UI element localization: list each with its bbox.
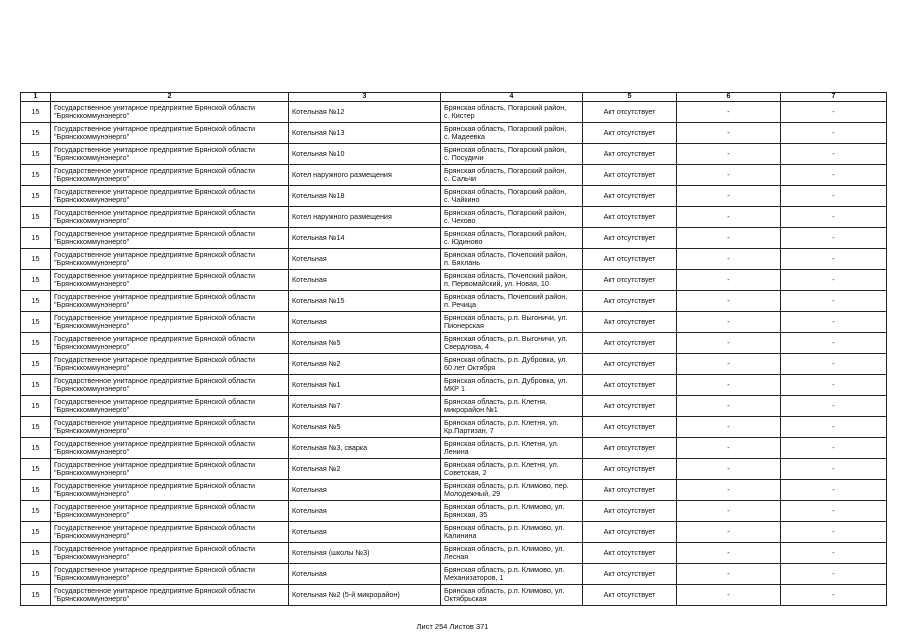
column-number: 6	[677, 93, 781, 102]
address-line: Брянская область, Погарский район,	[444, 229, 567, 238]
row-number-cell: 15	[21, 480, 51, 501]
address-line: с. Мадеевка	[444, 132, 485, 141]
address-cell	[441, 312, 583, 333]
address-line: Брянская область, р.п. Климово, ул.	[444, 544, 565, 553]
address-cell	[441, 186, 583, 207]
table-row	[21, 123, 887, 144]
column-6-cell: -	[677, 123, 781, 144]
column-6-cell: -	[677, 333, 781, 354]
column-6-cell: -	[677, 228, 781, 249]
column-7-cell: -	[781, 207, 887, 228]
address-cell	[441, 396, 583, 417]
address-line: с. Кистер	[444, 111, 475, 120]
address-line: Брянская область, р.п. Клетня, ул.	[444, 460, 559, 469]
address-cell	[441, 165, 583, 186]
organization-line: Государственное унитарное предприятие Брянской области	[54, 418, 256, 427]
organization-line: Государственное унитарное предприятие Брянской области	[54, 313, 256, 322]
column-7-cell: -	[781, 501, 887, 522]
column-6-cell: -	[677, 207, 781, 228]
column-7-cell: -	[781, 228, 887, 249]
table-row	[21, 438, 887, 459]
address-cell	[441, 375, 583, 396]
organization-cell	[51, 333, 289, 354]
row-number-cell: 15	[21, 417, 51, 438]
address-line: Советская, 2	[444, 468, 487, 477]
column-7-cell: -	[781, 417, 887, 438]
organization-line: "Брянсккоммунэнерго"	[54, 111, 130, 120]
organization-cell	[51, 123, 289, 144]
row-number-cell: 15	[21, 522, 51, 543]
column-7-cell: -	[781, 123, 887, 144]
row-number-cell: 15	[21, 354, 51, 375]
organization-cell	[51, 417, 289, 438]
address-line: Брянская область, Погарский район,	[444, 145, 567, 154]
column-6-cell: -	[677, 186, 781, 207]
object-cell: Котельная	[289, 312, 441, 333]
object-cell: Котельная	[289, 270, 441, 291]
status-cell: Акт отсутствует	[583, 270, 677, 291]
organization-line: Государственное унитарное предприятие Брянской области	[54, 166, 256, 175]
address-cell	[441, 291, 583, 312]
address-line: Брянская область, Почепский район,	[444, 292, 568, 301]
table-row	[21, 270, 887, 291]
address-line: Брянская область, р.п. Клетня, ул.	[444, 418, 559, 427]
organization-line: Государственное унитарное предприятие Брянской области	[54, 334, 256, 343]
address-line: п. Первомайский, ул. Новая, 10	[444, 279, 549, 288]
address-line: Молодежный, 29	[444, 489, 501, 498]
status-cell: Акт отсутствует	[583, 102, 677, 123]
column-6-cell: -	[677, 438, 781, 459]
organization-line: Государственное унитарное предприятие Брянской области	[54, 481, 256, 490]
table-row	[21, 480, 887, 501]
organization-line: "Брянсккоммунэнерго"	[54, 594, 130, 603]
organization-cell	[51, 312, 289, 333]
address-cell	[441, 333, 583, 354]
row-number-cell: 15	[21, 564, 51, 585]
row-number-cell: 15	[21, 459, 51, 480]
organization-line: Государственное унитарное предприятие Брянской области	[54, 397, 256, 406]
column-6-cell: -	[677, 522, 781, 543]
organization-line: "Брянсккоммунэнерго"	[54, 195, 130, 204]
row-number-cell: 15	[21, 375, 51, 396]
column-6-cell: -	[677, 144, 781, 165]
column-7-cell: -	[781, 249, 887, 270]
organization-line: Государственное унитарное предприятие Брянской области	[54, 292, 256, 301]
organization-line: Государственное унитарное предприятие Брянской области	[54, 544, 256, 553]
status-cell: Акт отсутствует	[583, 480, 677, 501]
organization-line: "Брянсккоммунэнерго"	[54, 531, 130, 540]
address-line: с. Сальчи	[444, 174, 477, 183]
status-cell: Акт отсутствует	[583, 522, 677, 543]
table-row	[21, 102, 887, 123]
organization-cell	[51, 543, 289, 564]
organization-line: Государственное унитарное предприятие Брянской области	[54, 229, 256, 238]
column-number: 5	[583, 93, 677, 102]
row-number-cell: 15	[21, 291, 51, 312]
organization-line: Государственное унитарное предприятие Брянской области	[54, 376, 256, 385]
object-cell: Котельная №14	[289, 228, 441, 249]
address-cell	[441, 270, 583, 291]
row-number-cell: 15	[21, 438, 51, 459]
organization-line: "Брянсккоммунэнерго"	[54, 489, 130, 498]
column-6-cell: -	[677, 501, 781, 522]
address-line: Брянская область, Почепский район,	[444, 271, 568, 280]
address-line: Кр.Партизан, 7	[444, 426, 494, 435]
address-line: Лесная	[444, 552, 469, 561]
address-line: Механизаторов, 1	[444, 573, 504, 582]
organization-line: "Брянсккоммунэнерго"	[54, 132, 130, 141]
organization-cell	[51, 375, 289, 396]
organization-line: Государственное унитарное предприятие Брянской области	[54, 250, 256, 259]
address-line: Пионерская	[444, 321, 484, 330]
organization-cell	[51, 102, 289, 123]
status-cell: Акт отсутствует	[583, 396, 677, 417]
organization-line: Государственное унитарное предприятие Брянской области	[54, 502, 256, 511]
column-7-cell: -	[781, 102, 887, 123]
address-line: 60 лет Октября	[444, 363, 496, 372]
organization-line: "Брянсккоммунэнерго"	[54, 363, 130, 372]
table-row	[21, 165, 887, 186]
column-6-cell: -	[677, 564, 781, 585]
address-line: Брянская область, р.п. Дубровка, ул.	[444, 355, 568, 364]
column-6-cell: -	[677, 270, 781, 291]
column-6-cell: -	[677, 249, 781, 270]
status-cell: Акт отсутствует	[583, 123, 677, 144]
row-number-cell: 15	[21, 102, 51, 123]
address-line: с. Посудичи	[444, 153, 484, 162]
organization-line: Государственное унитарное предприятие Брянской области	[54, 187, 256, 196]
table-row	[21, 585, 887, 606]
organization-line: Государственное унитарное предприятие Брянской области	[54, 124, 256, 133]
table-row	[21, 228, 887, 249]
organization-line: Государственное унитарное предприятие Брянской области	[54, 208, 256, 217]
organization-cell	[51, 228, 289, 249]
address-line: Брянская, 35	[444, 510, 488, 519]
address-line: Брянская область, Погарский район,	[444, 166, 567, 175]
address-cell	[441, 459, 583, 480]
document-table	[20, 92, 887, 606]
column-7-cell: -	[781, 270, 887, 291]
column-6-cell: -	[677, 354, 781, 375]
column-7-cell: -	[781, 438, 887, 459]
row-number-cell: 15	[21, 207, 51, 228]
table-row	[21, 564, 887, 585]
row-number-cell: 15	[21, 312, 51, 333]
address-line: Ленина	[444, 447, 469, 456]
status-cell: Акт отсутствует	[583, 501, 677, 522]
column-7-cell: -	[781, 585, 887, 606]
address-cell	[441, 564, 583, 585]
object-cell: Котельная (школы №3)	[289, 543, 441, 564]
status-cell: Акт отсутствует	[583, 543, 677, 564]
object-cell: Котельная	[289, 480, 441, 501]
column-7-cell: -	[781, 333, 887, 354]
page-footer: Лист 254 Листов 371	[416, 622, 489, 631]
object-cell: Котельная №2	[289, 354, 441, 375]
column-7-cell: -	[781, 354, 887, 375]
table-row	[21, 396, 887, 417]
organization-cell	[51, 438, 289, 459]
column-7-cell: -	[781, 396, 887, 417]
status-cell: Акт отсутствует	[583, 417, 677, 438]
address-line: с. Юдиново	[444, 237, 483, 246]
object-cell: Котельная	[289, 501, 441, 522]
organization-line: "Брянсккоммунэнерго"	[54, 174, 130, 183]
object-cell: Котельная №7	[289, 396, 441, 417]
address-line: Брянская область, р.п. Климово, ул.	[444, 586, 565, 595]
organization-line: Государственное унитарное предприятие Брянской области	[54, 460, 256, 469]
column-7-cell: -	[781, 375, 887, 396]
organization-line: "Брянсккоммунэнерго"	[54, 468, 130, 477]
column-number: 4	[441, 93, 583, 102]
organization-line: "Брянсккоммунэнерго"	[54, 258, 130, 267]
object-cell: Котельная №12	[289, 102, 441, 123]
row-number-cell: 15	[21, 228, 51, 249]
address-line: Брянская область, р.п. Климово, ул.	[444, 565, 565, 574]
column-6-cell: -	[677, 417, 781, 438]
table-row	[21, 291, 887, 312]
column-7-cell: -	[781, 480, 887, 501]
address-cell	[441, 543, 583, 564]
organization-cell	[51, 291, 289, 312]
organization-cell	[51, 459, 289, 480]
table-row	[21, 249, 887, 270]
address-line: Брянская область, Погарский район,	[444, 187, 567, 196]
column-number: 3	[289, 93, 441, 102]
table-row	[21, 207, 887, 228]
column-number: 7	[781, 93, 887, 102]
row-number-cell: 15	[21, 501, 51, 522]
organization-line: "Брянсккоммунэнерго"	[54, 300, 130, 309]
column-7-cell: -	[781, 291, 887, 312]
column-6-cell: -	[677, 312, 781, 333]
organization-line: Государственное унитарное предприятие Брянской области	[54, 271, 256, 280]
status-cell: Акт отсутствует	[583, 144, 677, 165]
organization-line: "Брянсккоммунэнерго"	[54, 510, 130, 519]
column-7-cell: -	[781, 543, 887, 564]
address-line: п. Бяхлань	[444, 258, 480, 267]
object-cell: Котельная №3, сварка	[289, 438, 441, 459]
address-line: Октябрьская	[444, 594, 487, 603]
status-cell: Акт отсутствует	[583, 459, 677, 480]
organization-line: "Брянсккоммунэнерго"	[54, 552, 130, 561]
object-cell: Котельная	[289, 564, 441, 585]
address-line: Брянская область, р.п. Клетня,	[444, 397, 548, 406]
status-cell: Акт отсутствует	[583, 186, 677, 207]
row-number-cell: 15	[21, 585, 51, 606]
column-6-cell: -	[677, 459, 781, 480]
status-cell: Акт отсутствует	[583, 249, 677, 270]
column-7-cell: -	[781, 312, 887, 333]
organization-cell	[51, 207, 289, 228]
address-cell	[441, 207, 583, 228]
address-line: Свердлова, 4	[444, 342, 489, 351]
column-6-cell: -	[677, 165, 781, 186]
address-cell	[441, 144, 583, 165]
column-6-cell: -	[677, 585, 781, 606]
table-row	[21, 312, 887, 333]
status-cell: Акт отсутствует	[583, 438, 677, 459]
object-cell: Котельная №2	[289, 459, 441, 480]
organization-cell	[51, 480, 289, 501]
column-6-cell: -	[677, 543, 781, 564]
status-cell: Акт отсутствует	[583, 312, 677, 333]
column-number: 1	[21, 93, 51, 102]
organization-line: "Брянсккоммунэнерго"	[54, 426, 130, 435]
column-7-cell: -	[781, 144, 887, 165]
column-7-cell: -	[781, 459, 887, 480]
row-number-cell: 15	[21, 186, 51, 207]
address-cell	[441, 123, 583, 144]
address-cell	[441, 501, 583, 522]
address-line: Брянская область, р.п. Климово, ул.	[444, 523, 565, 532]
column-7-cell: -	[781, 522, 887, 543]
address-line: Брянская область, р.п. Дубровка, ул.	[444, 376, 568, 385]
organization-cell	[51, 270, 289, 291]
address-line: Калинина	[444, 531, 477, 540]
table-row	[21, 375, 887, 396]
address-line: Брянская область, р.п. Климово, пер.	[444, 481, 569, 490]
address-cell	[441, 438, 583, 459]
status-cell: Акт отсутствует	[583, 354, 677, 375]
organization-cell	[51, 144, 289, 165]
table-row	[21, 522, 887, 543]
table-row	[21, 543, 887, 564]
column-7-cell: -	[781, 165, 887, 186]
status-cell: Акт отсутствует	[583, 207, 677, 228]
status-cell: Акт отсутствует	[583, 333, 677, 354]
status-cell: Акт отсутствует	[583, 585, 677, 606]
organization-line: "Брянсккоммунэнерго"	[54, 342, 130, 351]
organization-line: "Брянсккоммунэнерго"	[54, 447, 130, 456]
address-line: Брянская область, Погарский район,	[444, 103, 567, 112]
address-cell	[441, 522, 583, 543]
address-cell	[441, 480, 583, 501]
organization-cell	[51, 186, 289, 207]
organization-line: "Брянсккоммунэнерго"	[54, 573, 130, 582]
object-cell: Котел наружного размещения	[289, 207, 441, 228]
table-row	[21, 459, 887, 480]
address-line: Брянская область, Погарский район,	[444, 208, 567, 217]
row-number-cell: 15	[21, 333, 51, 354]
column-6-cell: -	[677, 102, 781, 123]
status-cell: Акт отсутствует	[583, 291, 677, 312]
organization-line: Государственное унитарное предприятие Брянской области	[54, 439, 256, 448]
table-body	[21, 102, 887, 606]
organization-cell	[51, 249, 289, 270]
object-cell: Котельная №5	[289, 417, 441, 438]
organization-line: Государственное унитарное предприятие Брянской области	[54, 523, 256, 532]
table-row	[21, 144, 887, 165]
address-cell	[441, 249, 583, 270]
table-row	[21, 417, 887, 438]
column-number: 2	[51, 93, 289, 102]
address-line: с. Чехово	[444, 216, 476, 225]
row-number-cell: 15	[21, 249, 51, 270]
organization-cell	[51, 396, 289, 417]
address-line: Брянская область, р.п. Климово, ул.	[444, 502, 565, 511]
status-cell: Акт отсутствует	[583, 564, 677, 585]
organization-line: "Брянсккоммунэнерго"	[54, 237, 130, 246]
address-line: Брянская область, р.п. Клетня, ул.	[444, 439, 559, 448]
organization-cell	[51, 585, 289, 606]
object-cell: Котельная	[289, 522, 441, 543]
address-line: с. Чайкино	[444, 195, 480, 204]
address-line: МКР 1	[444, 384, 465, 393]
organization-line: "Брянсккоммунэнерго"	[54, 153, 130, 162]
row-number-cell: 15	[21, 270, 51, 291]
address-line: Брянская область, Погарский район,	[444, 124, 567, 133]
address-line: Брянская область, р.п. Выгоничи, ул.	[444, 334, 568, 343]
address-line: п. Речица	[444, 300, 476, 309]
row-number-cell: 15	[21, 396, 51, 417]
address-cell	[441, 102, 583, 123]
column-7-cell: -	[781, 564, 887, 585]
table-row	[21, 186, 887, 207]
column-6-cell: -	[677, 480, 781, 501]
status-cell: Акт отсутствует	[583, 165, 677, 186]
column-7-cell: -	[781, 186, 887, 207]
address-line: микрорайон №1	[444, 405, 498, 414]
organization-line: Государственное унитарное предприятие Брянской области	[54, 355, 256, 364]
organization-cell	[51, 354, 289, 375]
table-row	[21, 354, 887, 375]
organization-cell	[51, 522, 289, 543]
organization-cell	[51, 564, 289, 585]
status-cell: Акт отсутствует	[583, 228, 677, 249]
row-number-cell: 15	[21, 543, 51, 564]
address-cell	[441, 228, 583, 249]
organization-line: Государственное унитарное предприятие Брянской области	[54, 145, 256, 154]
row-number-cell: 15	[21, 123, 51, 144]
object-cell: Котельная №13	[289, 123, 441, 144]
organization-cell	[51, 165, 289, 186]
object-cell: Котельная №2 (5-й микрорайон)	[289, 585, 441, 606]
address-cell	[441, 354, 583, 375]
organization-line: "Брянсккоммунэнерго"	[54, 216, 130, 225]
column-6-cell: -	[677, 291, 781, 312]
object-cell: Котельная №10	[289, 144, 441, 165]
object-cell: Котельная №1	[289, 375, 441, 396]
organization-line: Государственное унитарное предприятие Брянской области	[54, 103, 256, 112]
organization-line: Государственное унитарное предприятие Брянской области	[54, 565, 256, 574]
status-cell: Акт отсутствует	[583, 375, 677, 396]
object-cell: Котельная	[289, 249, 441, 270]
organization-line: "Брянсккоммунэнерго"	[54, 384, 130, 393]
column-number-row	[21, 93, 887, 102]
organization-line: "Брянсккоммунэнерго"	[54, 321, 130, 330]
table-row	[21, 501, 887, 522]
object-cell: Котельная №15	[289, 291, 441, 312]
object-cell: Котельная №5	[289, 333, 441, 354]
organization-line: Государственное унитарное предприятие Брянской области	[54, 586, 256, 595]
table-row	[21, 333, 887, 354]
address-cell	[441, 417, 583, 438]
address-line: Брянская область, р.п. Выгоничи, ул.	[444, 313, 568, 322]
row-number-cell: 15	[21, 144, 51, 165]
organization-line: "Брянсккоммунэнерго"	[54, 405, 130, 414]
organization-line: "Брянсккоммунэнерго"	[54, 279, 130, 288]
object-cell: Котел наружного размещения	[289, 165, 441, 186]
organization-cell	[51, 501, 289, 522]
address-line: Брянская область, Почепский район,	[444, 250, 568, 259]
column-6-cell: -	[677, 396, 781, 417]
column-6-cell: -	[677, 375, 781, 396]
object-cell: Котельная №18	[289, 186, 441, 207]
row-number-cell: 15	[21, 165, 51, 186]
address-cell	[441, 585, 583, 606]
